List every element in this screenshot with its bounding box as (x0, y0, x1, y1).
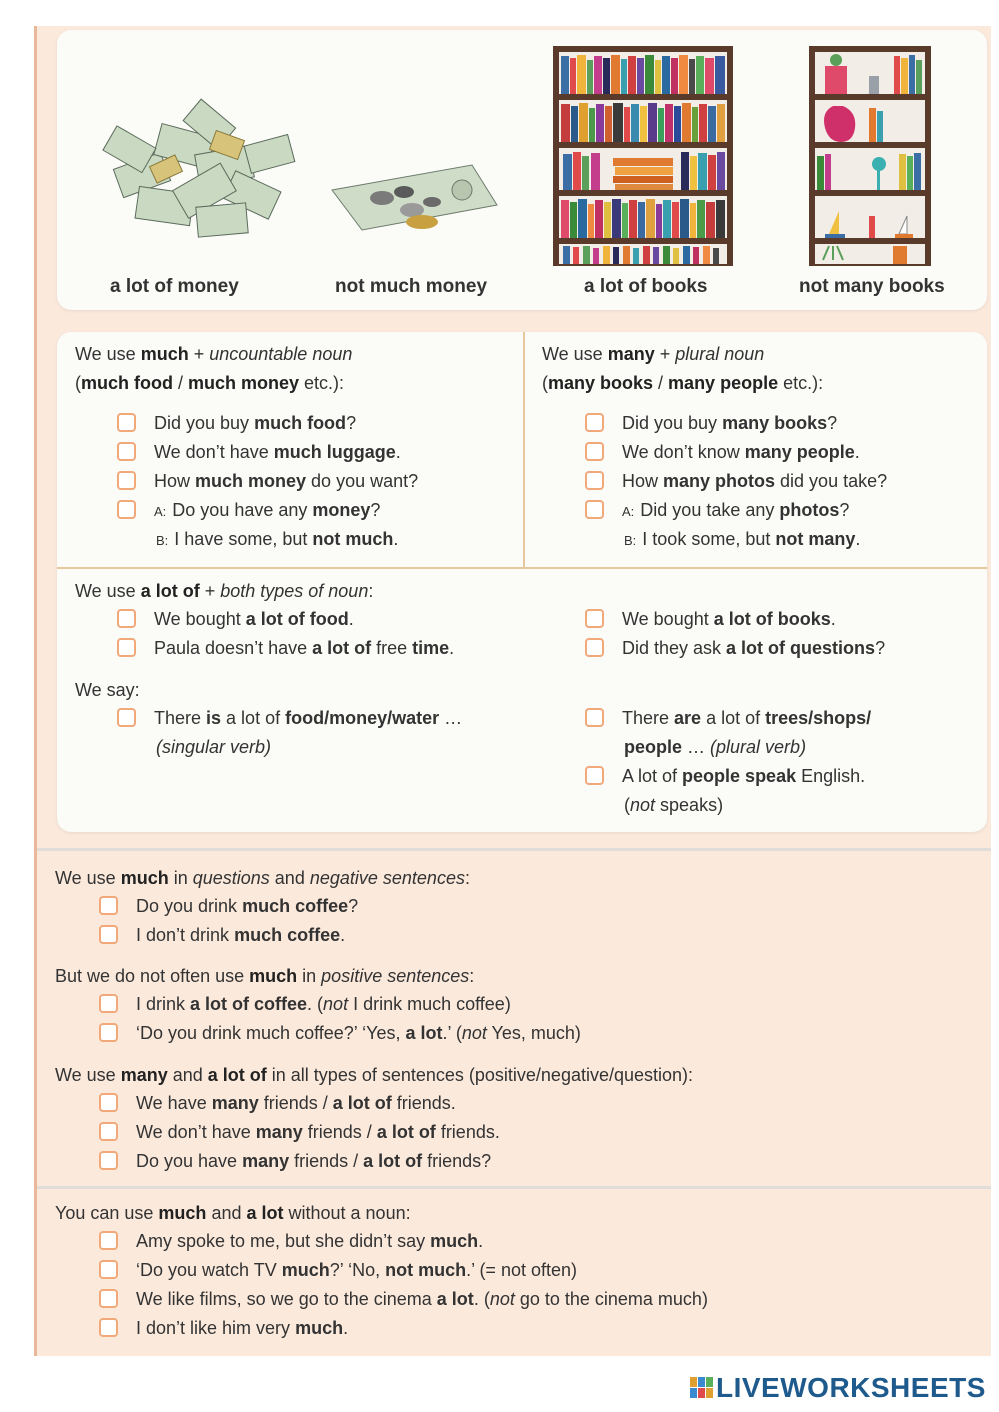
much-example-4: A: Do you have any money? (117, 496, 380, 526)
checkbox[interactable] (585, 708, 604, 727)
many-rule-line1: We use many + plural noun (542, 344, 765, 364)
checkbox[interactable] (117, 413, 136, 432)
liveworksheets-logo-text: LIVEWORKSHEETS (716, 1372, 986, 1403)
checkbox[interactable] (99, 1318, 118, 1337)
section-b-example-7: Do you have many friends / a lot of friends? (99, 1147, 491, 1176)
checkbox[interactable] (585, 609, 604, 628)
alot-example-left-3: There is a lot of food/money/water … (117, 704, 462, 733)
checkbox[interactable] (117, 500, 136, 519)
money-pile-illustration (97, 90, 307, 250)
section-c-example-1: Amy spoke to me, but she didn’t say much. (99, 1227, 483, 1256)
section-b-heading-1: We use much in questions and negative sentences: (55, 868, 470, 888)
column-divider (523, 332, 525, 567)
section-b-example-6: We don’t have many friends / a lot of friends. (99, 1118, 500, 1147)
small-money-illustration (322, 150, 502, 240)
alot-rule-intro: We use a lot of + both types of noun: (75, 581, 374, 601)
checkbox[interactable] (117, 708, 136, 727)
illustration-card (57, 30, 987, 310)
checkbox[interactable] (117, 609, 136, 628)
many-example-2: We don’t know many people. (585, 438, 860, 467)
caption-not-much-money: not much money (335, 276, 488, 297)
checkbox[interactable] (585, 413, 604, 432)
alot-example-left-1: We bought a lot of food. (117, 605, 354, 634)
liveworksheets-logo[interactable] (690, 1372, 986, 1404)
many-example-1: Did you buy many books? (585, 409, 837, 438)
section-b-example-1: Do you drink much coffee? (99, 892, 358, 921)
checkbox[interactable] (99, 1289, 118, 1308)
alot-example-right-2: Did they ask a lot of questions? (585, 634, 885, 663)
checkbox[interactable] (585, 471, 604, 490)
checkbox[interactable] (585, 442, 604, 461)
section-b-example-2: I don’t drink much coffee. (99, 921, 345, 950)
checkbox[interactable] (99, 1023, 118, 1042)
caption-not-many-books: not many books (799, 276, 945, 297)
section-b-heading-2: But we do not often use much in positive sentences: (55, 966, 475, 986)
sparse-bookshelf-illustration (809, 46, 931, 266)
checkbox[interactable] (117, 442, 136, 461)
checkbox[interactable] (99, 994, 118, 1013)
alot-example-right-4-note: (not speaks) (624, 795, 724, 815)
caption-a-lot-of-books: a lot of books (584, 276, 708, 297)
alot-example-right-4: A lot of people speak English. (585, 762, 865, 791)
caption-a-lot-of-money: a lot of money (110, 276, 239, 297)
many-example-4: A: Did you take any photos? (585, 496, 849, 526)
section-separator (37, 848, 991, 851)
section-b-example-4: ‘Do you drink much coffee?’ ‘Yes, a lot.’ (not Yes, much) (99, 1019, 581, 1048)
many-rule-line2: (many books / many people etc.): (542, 373, 824, 393)
checkbox[interactable] (585, 766, 604, 785)
alot-example-left-3-note: (singular verb) (156, 737, 272, 757)
checkbox[interactable] (99, 1151, 118, 1170)
section-c-example-3: We like films, so we go to the cinema a lot. (not go to the cinema much) (99, 1285, 708, 1314)
checkbox[interactable] (117, 638, 136, 657)
we-say-label: We say: (75, 680, 140, 700)
many-example-3: How many photos did you take? (585, 467, 887, 496)
section-c-heading: You can use much and a lot without a noun: (55, 1203, 411, 1223)
much-example-2: We don’t have much luggage. (117, 438, 401, 467)
much-example-1: Did you buy much food? (117, 409, 356, 438)
checkbox[interactable] (585, 500, 604, 519)
alot-example-right-1: We bought a lot of books. (585, 605, 836, 634)
section-separator (37, 1186, 991, 1189)
section-c-example-4: I don’t like him very much. (99, 1314, 348, 1343)
much-rule-line2: (much food / much money etc.): (75, 373, 345, 393)
alot-example-right-3-cont: people … (plural verb) (624, 737, 807, 757)
page-background (34, 26, 991, 1356)
checkbox[interactable] (99, 1093, 118, 1112)
checkbox[interactable] (99, 1122, 118, 1141)
checkbox[interactable] (99, 1231, 118, 1250)
alot-example-right-3: There are a lot of trees/shops/ (585, 704, 871, 733)
section-c-example-2: ‘Do you watch TV much?’ ‘No, not much.’ (= not often) (99, 1256, 577, 1285)
checkbox[interactable] (99, 925, 118, 944)
checkbox[interactable] (99, 896, 118, 915)
checkbox[interactable] (117, 471, 136, 490)
much-example-3: How much money do you want? (117, 467, 418, 496)
row-divider (57, 567, 987, 569)
section-b-example-3: I drink a lot of coffee. (not I drink much coffee) (99, 990, 511, 1019)
liveworksheets-logo-icon (690, 1377, 714, 1399)
much-example-5: B: I have some, but not much. (156, 529, 399, 549)
full-bookshelf-illustration (553, 46, 733, 266)
checkbox[interactable] (99, 1260, 118, 1279)
many-example-5: B: I took some, but not many. (624, 529, 861, 549)
much-rule-line1: We use much + uncountable noun (75, 344, 353, 364)
checkbox[interactable] (585, 638, 604, 657)
section-b-example-5: We have many friends / a lot of friends. (99, 1089, 456, 1118)
alot-example-left-2: Paula doesn’t have a lot of free time. (117, 634, 454, 663)
section-b-heading-3: We use many and a lot of in all types of sentences (positive/negative/question): (55, 1065, 694, 1085)
